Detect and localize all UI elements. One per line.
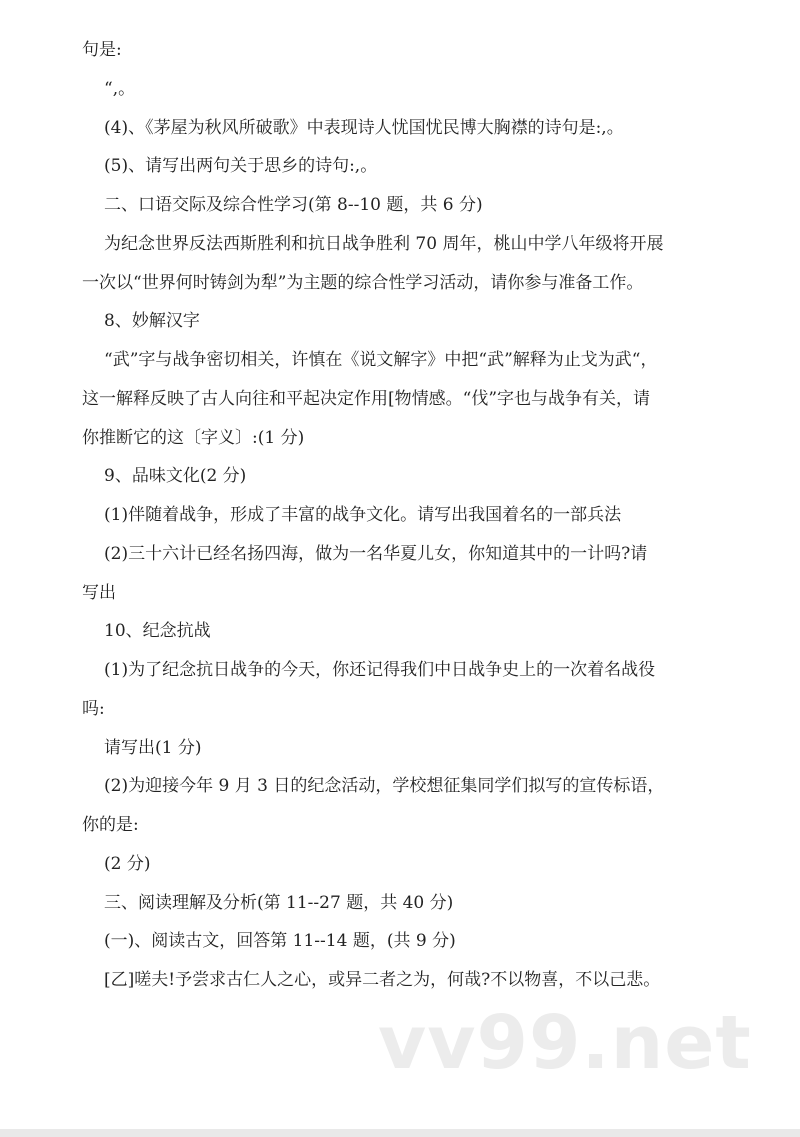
text-line: (1)为了纪念抗日战争的今天，你还记得我们中日战争史上的一次着名战役 [104, 660, 656, 680]
text-line: (一)、阅读古文，回答第 11--14 题，(共 9 分) [104, 931, 456, 952]
text-line: 为纪念世界反法西斯胜利和抗日战争胜利 70 周年，桃山中学八年级将开展 [104, 233, 664, 254]
text-line: “,。 [104, 78, 136, 99]
question-heading: 8、妙解汉字 [104, 311, 200, 332]
text-line: “武”字与战争密切相关，许慎在《说文解字》中把“武”解释为止戈为武“， [104, 350, 658, 370]
text-line: 吗: [82, 698, 105, 719]
question-heading: 9、品味文化(2 分) [104, 466, 247, 487]
text-line: 句是: [82, 40, 122, 60]
text-line: (4)、《茅屋为秋风所破歌》中表现诗人忧国忧民博大胸襟的诗句是:,。 [104, 117, 624, 138]
text-line: 写出 [82, 582, 116, 603]
question-heading: 10、纪念抗战 [104, 621, 211, 642]
text-line: 你的是: [82, 815, 139, 835]
text-line: 一次以“世界何时铸剑为犁”为主题的综合性学习活动，请你参与准备工作。 [82, 272, 644, 293]
text-line: 请写出(1 分) [104, 737, 202, 758]
text-line: (5)、请写出两句关于思乡的诗句:,。 [104, 156, 378, 177]
watermark: vv99.net [378, 1000, 752, 1086]
document-page [0, 31, 800, 1000]
text-line: (2)为迎接今年 9 月 3 日的纪念活动，学校想征集同学们拟写的宣传标语， [104, 776, 665, 797]
text-line: (1)伴随着战争，形成了丰富的战争文化。请写出我国着名的一部兵法 [104, 505, 622, 525]
page-bottom-edge [0, 1129, 800, 1137]
text-line: [乙]嗟夫!予尝求古仁人之心，或异二者之为，何哉?不以物喜，不以己悲。 [104, 970, 661, 990]
section-heading: 二、口语交际及综合性学习(第 8--10 题，共 6 分) [104, 195, 483, 215]
text-line: 这一解释反映了古人向往和平起决定作用[物情感。“伐”字也与战争有关，请 [82, 388, 651, 409]
text-line: (2)三十六计已经名扬四海，做为一名华夏儿女，你知道其中的一计吗?请 [104, 543, 648, 564]
text-line: (2 分) [104, 853, 151, 874]
section-heading: 三、阅读理解及分析(第 11--27 题，共 40 分) [104, 892, 454, 913]
text-line: 你推断它的这〔字义〕:(1 分) [82, 427, 305, 448]
